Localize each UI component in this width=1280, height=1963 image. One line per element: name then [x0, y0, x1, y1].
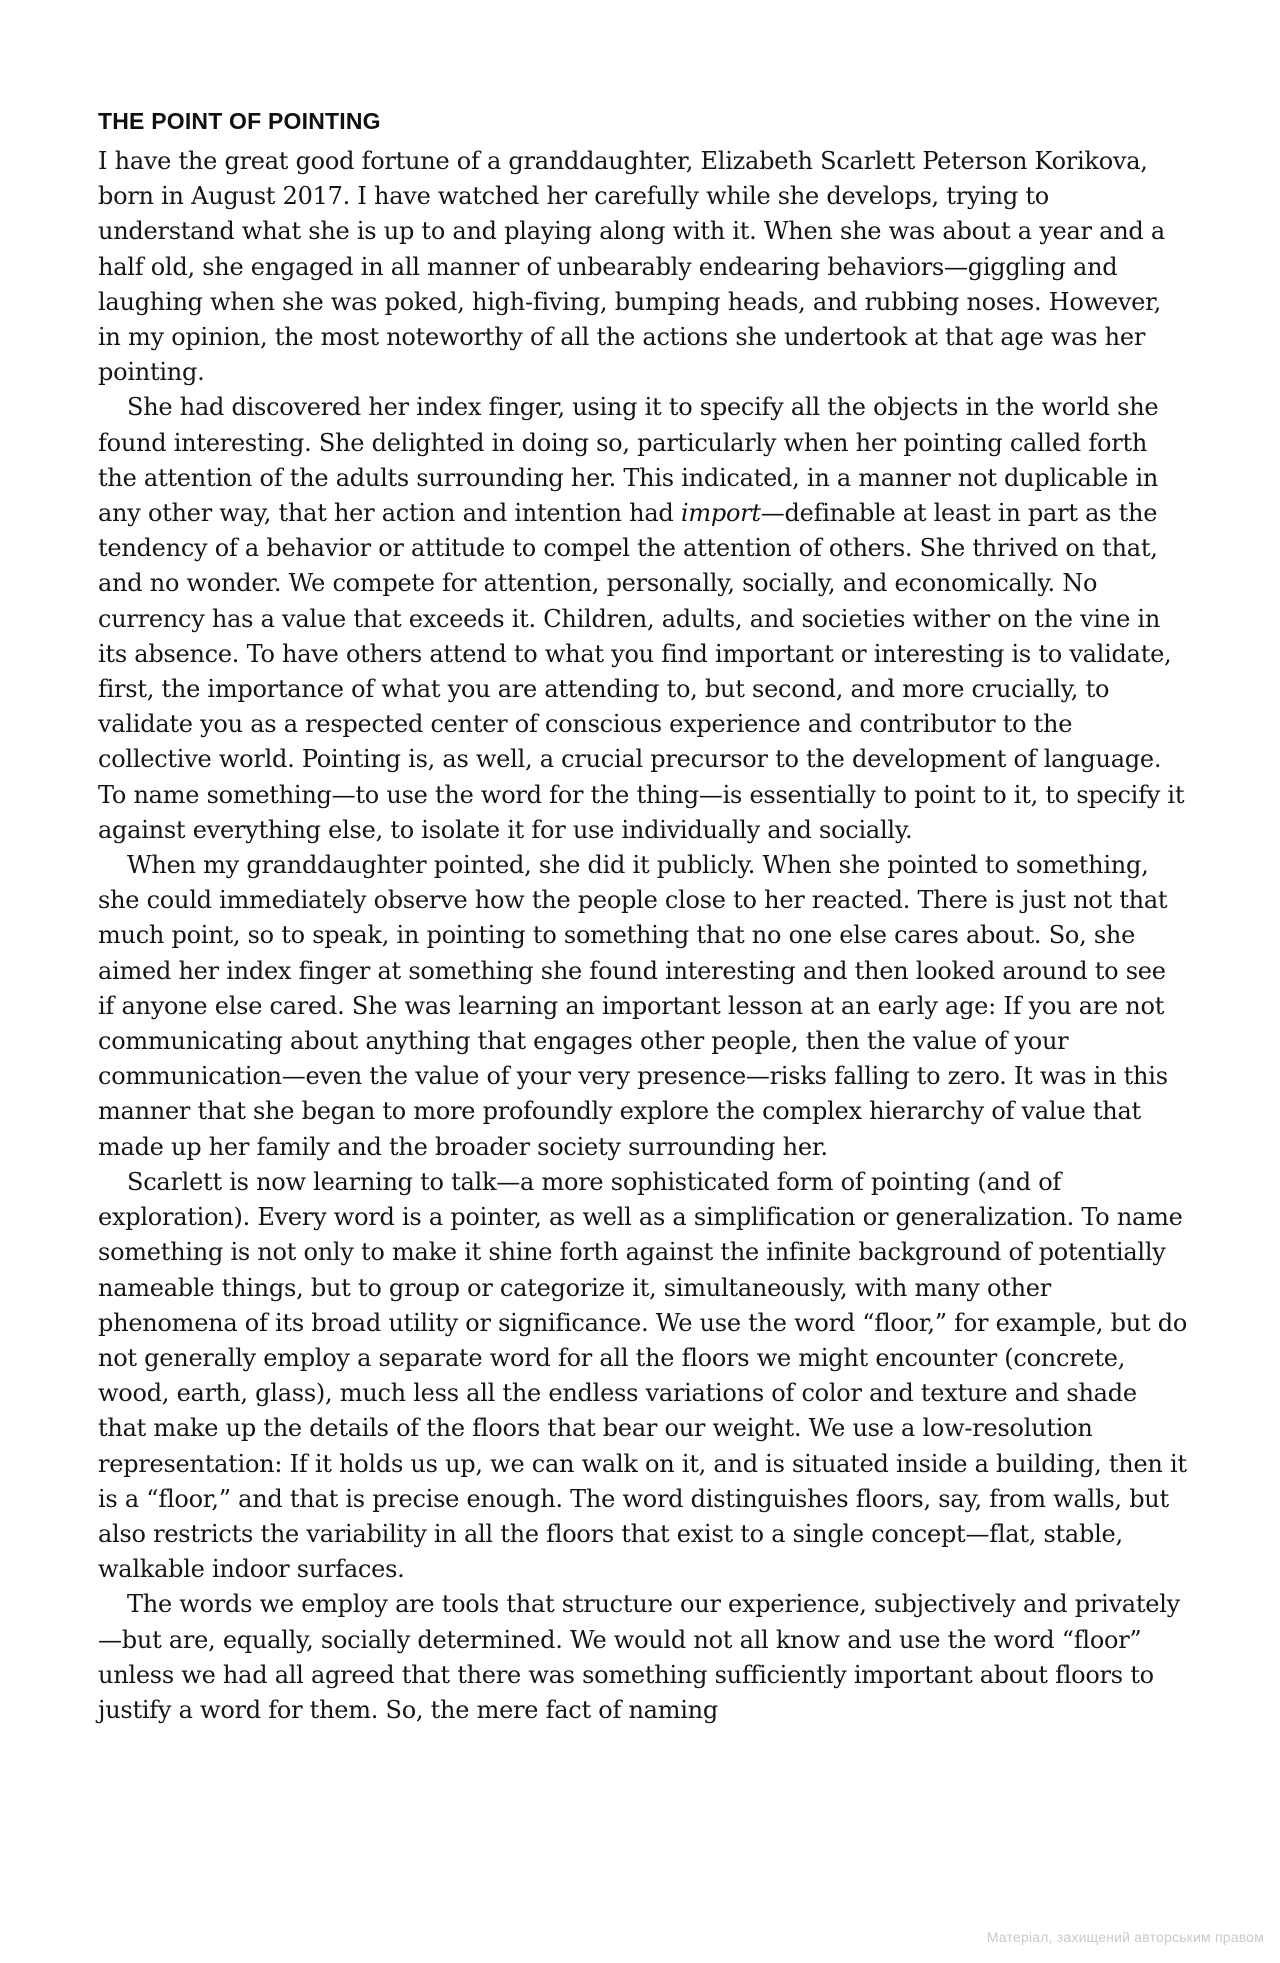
paragraph-4: Scarlett is now learning to talk—a more sophisticated form of pointing (and of exploration). Every word is a pointer, as well as a simplification or generalization. To name something is not only to make it shine forth against the infinite background of potentially nameable things, but to group or categorize it, simultaneously, with many other phenomena of its broad utility or significance. We use the word “floor,” for example, but do not generally employ a separate word for all the floors we might encounter (concrete, wood, earth, glass), much less all the endless variations of color and texture and shade that make up the details of the floors that bear our weight. We use a low-resolution representation: If it holds us up, we can walk on it, and is situated inside a building, then it is a “floor,” and that is precise enough. The word distinguishes floors, say, from walls, but also restricts the variability in all the floors that exist to a single concept—flat, stable, walkable indoor surfaces.	[98, 1167, 1188, 1584]
paragraph-2-after: —definable at least in part as the tendency of a behavior or attitude to compel the attention of others. She thrived on that, and no wonder. We compete for attention, personally, socially, and economically. No currency has a value that exceeds it. Children, adults, and societies wither on the vine in its absence. To have others attend to what you find important or interesting is to validate, first, the importance of what you are attending to, but second, and more crucially, to validate you as a respected center of conscious experience and contributor to the collective world. Pointing is, as well, a crucial precursor to the development of language. To name something—to use the word for the thing—is essentially to point to it, to specify it against everything else, to isolate it for use individually and socially.	[98, 499, 1185, 844]
copyright-watermark: Матеріал, захищений авторським правом	[986, 1929, 1264, 1945]
paragraph-1: I have the great good fortune of a granddaughter, Elizabeth Scarlett Peterson Korikova, born in August 2017. I have watched her carefully while she develops, trying to understand what she is up to and playing along with it. When she was about a year and a half old, she engaged in all manner of unbearably endearing behaviors—giggling and laughing when she was poked, high-fiving, bumping heads, and rubbing noses. However, in my opinion, the most noteworthy of all the actions she undertook at that age was her pointing.	[98, 147, 1165, 387]
paragraph-2-emphasis: import	[680, 499, 761, 528]
book-page	[98, 104, 1188, 1728]
paragraph-5: The words we employ are tools that structure our experience, subjectively and privately—but are, equally, socially determined. We would not all know and use the word “floor” unless we had all agreed that there was something sufficiently important about floors to justify a word for them. So, the mere fact of naming	[98, 1590, 1180, 1724]
paragraph-2	[98, 390, 1188, 848]
paragraph-2-before: She had discovered her index finger, using it to specify all the objects in the world she found interesting. She delighted in doing so, particularly when her pointing called forth the attention of the adults surrounding her. This indicated, in a manner not duplicable in any other way, that her action and intention had	[98, 393, 1159, 528]
paragraph-3: When my granddaughter pointed, she did it publicly. When she pointed to something, she could immediately observe how the people close to her reacted. There is just not that much point, so to speak, in pointing to something that no one else cares about. So, she aimed her index finger at something she found interesting and then looked around to see if anyone else cared. She was learning an important lesson at an early age: If you are not communicating about anything that engages other people, then the value of your communication—even the value of your very presence—risks falling to zero. It was in this manner that she began to more profoundly explore the complex hierarchy of value that made up her family and the broader society surrounding her.	[98, 851, 1168, 1161]
section-heading: THE POINT OF POINTING	[98, 108, 381, 134]
